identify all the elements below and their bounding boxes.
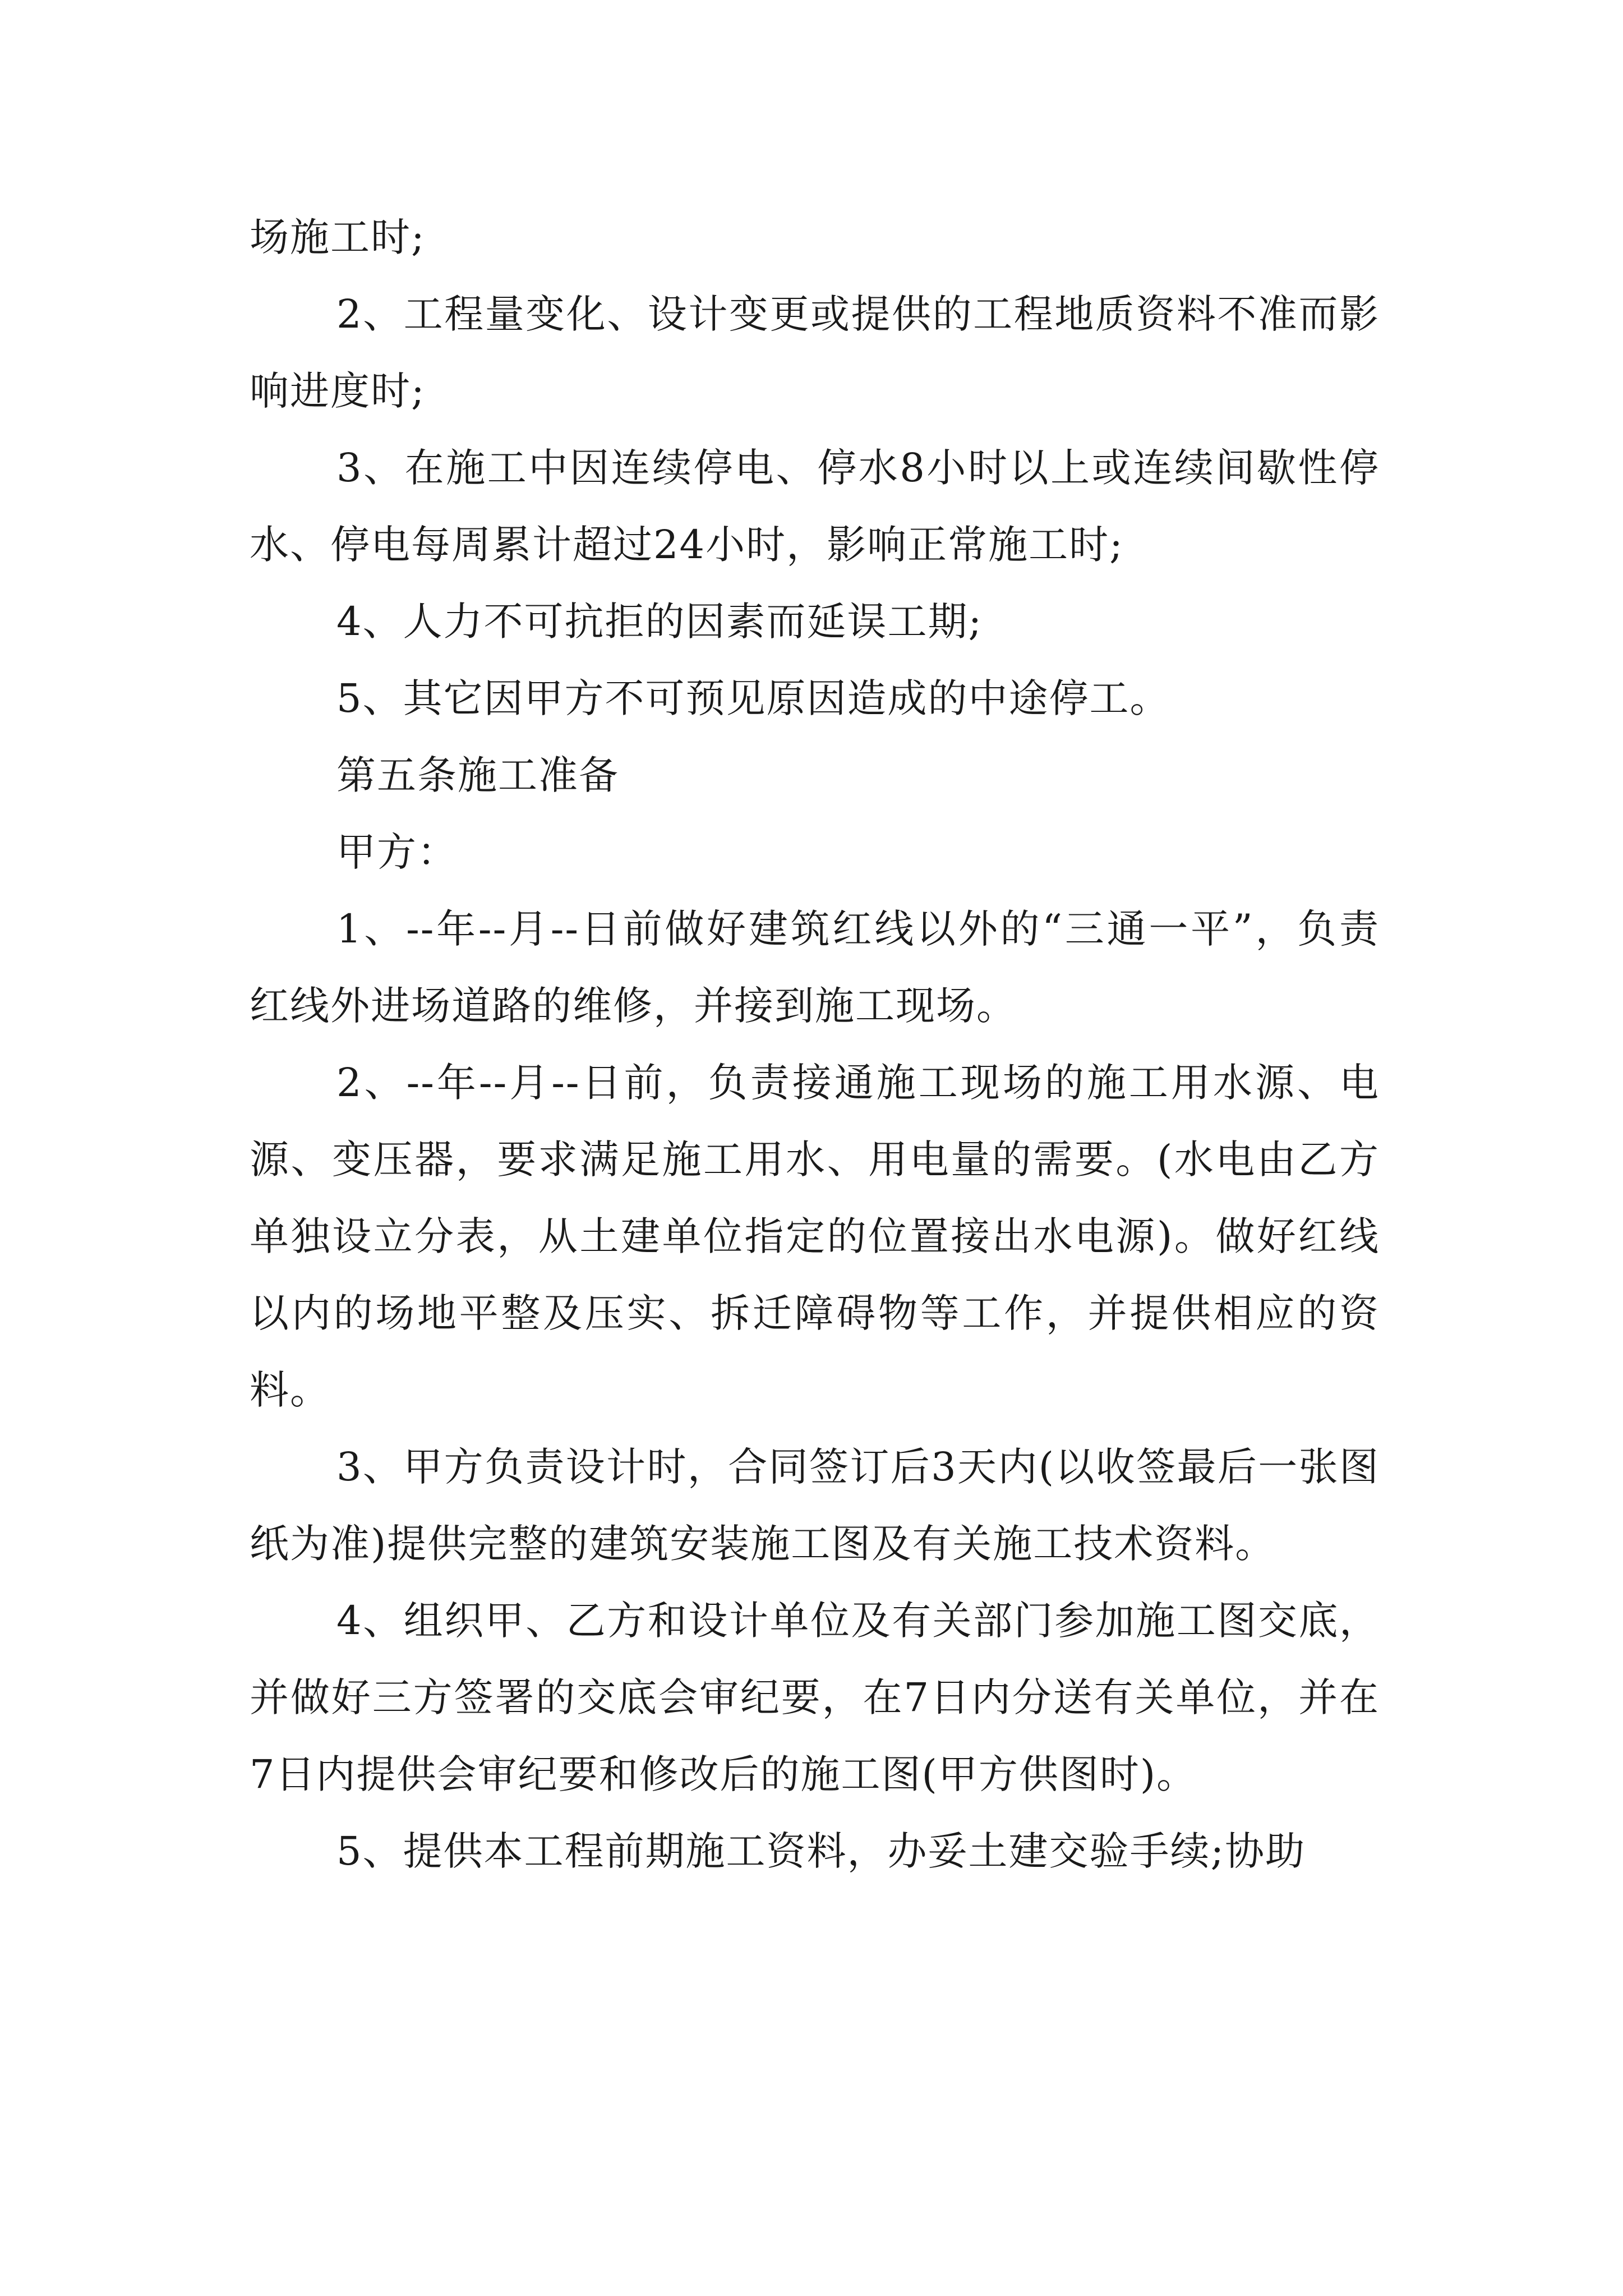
- paragraph-party-a-item-5: 5、提供本工程前期施工资料，办妥土建交验手续;协助: [336, 1828, 1306, 1874]
- party-a-label: 甲方：: [336, 829, 458, 875]
- paragraph-party-a-item-3: 3、甲方负责设计时，合同签订后3天内(以收签最后一张图纸为准)提供完整的建筑安装施工图及有关施工技术资料。: [250, 1444, 1380, 1567]
- section-heading-article-5: 第五条施工准备: [336, 752, 619, 798]
- paragraph-party-a-item-2: 2、--年--月--日前，负责接通施工现场的施工用水源、电源、变压器，要求满足施工用水、用电量的需要。(水电由乙方单独设立分表，从土建单位指定的位置接出水电源)。做好红线以内的场地平整及压实、拆迁障碍物等工作，并提供相应的资料。: [250, 1060, 1380, 1413]
- paragraph-party-a-item-1: 1、--年--月--日前做好建筑红线以外的“三通一平”，负责红线外进场道路的维修，并接到施工现场。: [250, 906, 1380, 1029]
- document-body: [250, 199, 1380, 1890]
- paragraph-party-a-item-4: 4、组织甲、乙方和设计单位及有关部门参加施工图交底，并做好三方签署的交底会审纪要，在7日内分送有关单位，并在7日内提供会审纪要和修改后的施工图(甲方供图时)。: [250, 1598, 1380, 1797]
- paragraph-continuation: 场施工时;: [250, 214, 426, 260]
- paragraph-item-3-power-water-outage: 3、在施工中因连续停电、停水8小时以上或连续间歇性停水、停电每周累计超过24小时，影响正常施工时;: [250, 445, 1380, 568]
- paragraph-item-2-quantity-change: 2、工程量变化、设计变更或提供的工程地质资料不准而影响进度时;: [250, 291, 1380, 414]
- paragraph-item-5-other-stoppage: 5、其它因甲方不可预见原因造成的中途停工。: [336, 675, 1170, 721]
- paragraph-item-4-force-majeure: 4、人力不可抗拒的因素而延误工期;: [336, 599, 983, 645]
